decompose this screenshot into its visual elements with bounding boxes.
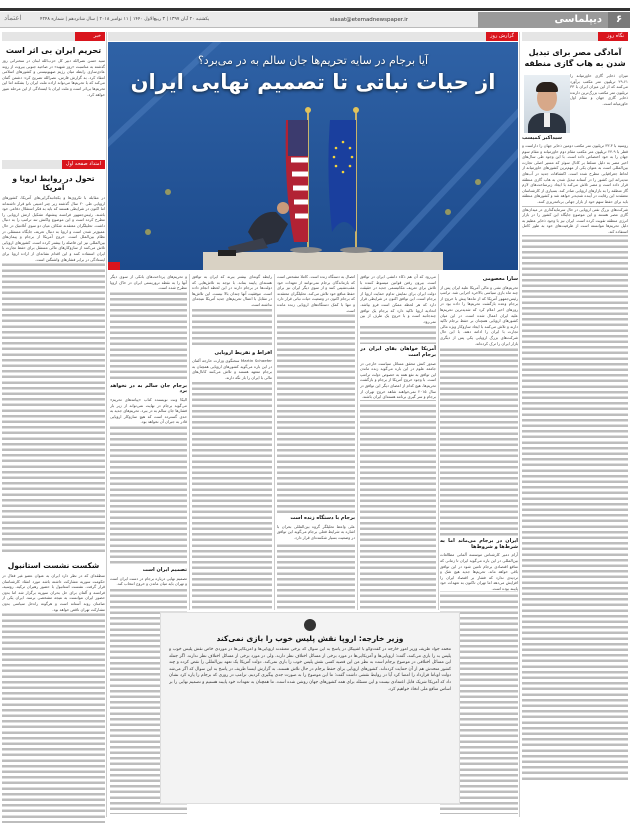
divider [189,274,190,610]
article-text: در مقابله با تکروی‌ها و یکجانبه‌گرایی‌های آمریکا، کشورهای اروپایی طی ۲۰ سال گذشته زیر چتر امنیتی ناتو قرار داشته‌اند اما اکنون در شرایطی هستند که باید به فکر استقلال دفاعی خود باشند. رئیس‌جمهور فرانسه پیشنهاد تشکیل ارتش اروپایی را مطرح کرده است و این موضوع واکنش تند ترامپ را به دنبال داشت. تحلیلگران معتقدند شکاف میان دو سوی آتلانتیک در حال عمیق‌تر شدن است و اروپا به دنبال تعریف جایگاه مستقلی در نظام بین‌الملل است. خروج آمریکا از برجام و پیمان‌های بین‌المللی نیز این فاصله را بیشتر کرده است. کشورهای اروپایی تلاش می‌کنند از سازوکارهای مالی مستقل برای حفظ تجارت با ایران استفاده کنند و این اقدام نشانه‌ای از اراده اروپا برای ایستادگی در برابر فشارهای واشنگتن است. [2,195,105,262]
article-column [192,274,272,610]
article-text: شرکت‌های بزرگ نفتی اروپایی در حال سرمایه‌گذاری در میدان‌های گازی مصر هستند و این موضوع جایگاه این کشور را در بازار انرژی منطقه تقویت کرده است. ایران نیز با وجود ذخایر عظیم به دلیل تحریم‌ها نتوانسته است از ظرفیت‌های خود به طور کامل استفاده کند. [522,206,628,234]
section-title: دیپلماسی [478,12,608,28]
sidebar-box [160,612,460,804]
top-rule [0,8,630,11]
subheading: برجام جان سالم به در نخواهد برد [110,381,187,397]
lead-photo [108,42,518,270]
divider [438,274,439,610]
article-text: Martin Schaefer سخنگوی وزارت خارجه آلمان در این باره می‌گوید کشورهای اروپایی همچنان به برجام متعهد هستند و تلاش می‌کنند کانال‌های مالی با ایران را باز نگه دارند. [192,358,272,380]
section-label: خبر [75,32,105,41]
main-headline: از حیات نباتی تا تصمیم نهایی ایران [130,70,496,94]
box-headline: وزیر خارجه: اروپا نقش پلیس خوب را بازی نمی‌کند [216,634,404,643]
section-label: امتداد صفحه اول [62,160,105,169]
author-photo [524,75,570,133]
article-column [277,274,355,610]
article-text: تحریم‌های نفتی و مالی آمریکا علیه ایران پس از چند ماه بازی سیاسی بالاخره اجرایی شد. ترامپ رئیس‌جمهور آمریکا که از ماه‌ها پیش با خروج از برجام وعده بازگشت تحریم‌ها را داده بود در روزهای اخیر اعلام کرد که شدیدترین تحریم‌ها علیه ایران اعمال شده است. در این میان کشورهای اروپایی همچنان بر حفظ برجام تاکید دارند و تلاش می‌کنند با ایجاد سازوکار ویژه مالی تجارت با ایران را ادامه دهند. با این حال شرکت‌های بزرگ اروپایی یکی پس از دیگری بازار ایران را ترک کرده‌اند. [440,284,518,346]
label-bar [522,32,628,41]
headline: آمادگی مصر برای تبدیل شدن به هاب گازی منطقه [524,48,626,68]
article-text: منطقه‌ای که در نظر دارد ایران به عنوان عضو غیر فعال در حکومت سوریه مشارکت داشته باشد مورد انتقاد کارشناسان قرار گرفت. نشست استانبول با حضور رهبران ترکیه، روسیه، فرانسه و آلمان برای حل بحران سوریه برگزار شد اما بدون حضور ایران نتوانست به نتیجه مشخصی برسد. ایران یکی از ضامنان روند آستانه است و هرگونه راه‌حل سیاسی بدون مشارکت تهران ناقص خواهد بود. [2,573,105,612]
right-column [522,32,628,817]
divider [519,32,520,817]
article-text: روسیه با ۳۳.۳ تریلیون متر مکعب دومین ذخایر جهان را داراست و قطر با ۲۴.۹ تریلیون متر مکعب مقام دوم خاورمیانه و مقام سوم جهان را به خود اختصاص داده است. با این وجود طی سال‌های اخیر مصر به دلیل تسلط بر کانال سوئز که مسیر اصلی تجارت بین‌المللی است به عنوان یکی از مهم‌ترین کشورهای خاورمیانه از لحاظ جغرافیایی مطرح شده است. اکتشافات جدید در آب‌های مدیترانه این کشور را در آستانه تبدیل شدن به هاب گازی منطقه قرار داده است و مصر تلاش می‌کند با ایجاد زیرساخت‌های لازم گاز منطقه را به بازارهای اروپایی صادر کند. بسیاری از کارشناسان معتقدند این رقابت در آینده شدیدتر خواهد شد و کشورهای منطقه باید برای حفظ سهم خود از بازار جهانی برنامه‌ریزی کنند. [522,143,628,204]
section-label: نگاه روز [598,32,628,41]
article-text: آرام دمیر کارشناس موسسه آلمانی مطالعات بین‌المللی در این باره می‌گوید ایران تا زمانی که منافع اقتصادی برجام تامین شود در این توافق باقی خواهد ماند. تحریم‌ها جدید هیچ شک و تردیدی ندارد که فشار بر اقتصاد ایران را افزایش می‌دهد اما تهران تاکنون به تعهدات خود پایبند بوده است. [440,552,518,591]
page-number: ۶ [608,12,630,28]
box-text: محمد جواد ظریف وزیر امور خارجه در گفت‌وگو با اشپیگل در پاسخ به این سوال که برخی معتقدند اروپایی‌ها و آمریکایی‌ها در موردی خاص نقش پلیس خوب و پلیس بد را بازی می‌کنند، گفت: اروپایی‌ها و آمریکایی‌ها در مورد برخی از مسائل اختلاف نظر دارند. ولی در مورد برخی از مسائل اختلاف نظر ندارند. اگر جمله این مسائل اختلافی در موضوع برجام است به نظر من این قضیه کسی نقش پلیس خوب را بازی نمی‌کند. دولت آمریکا یک تعهد بین‌المللی را نقض کرده و چند کشور متحدش هم از آن حمایت کرده‌اند. کشورهای اروپایی برای حفظ برجام در حال تلاش هستند. به گزارش ایسنا ظریف در پاسخ به این سوال که اگر می‌شد دولت اوباما قرارداد را امضا کرد آیا در روابط نقشی داشت گفت: ما این موضوع را به صورت جدی پیگیری کردیم. ترامپ در روزی که برجام را پاره کرد نشان داد که آمریکا شریک قابل اعتمادی نیست و این مسئله برای همه کشورهای جهان روشن شده است. ما همچنان به تعهدات خود پایبند هستیم و تصمیم نهایی را بر اساس منافع ملی اتخاذ خواهیم کرد. [169,647,451,692]
byline: سارا معصومی [440,274,518,285]
label-bar [2,160,105,169]
article-body [2,573,105,823]
article-text: اتصال به دستگاه زنده است. کاملا مشخص است که بازماندگان برجام نمی‌توانند از تعهدات خود عقب‌نشینی کنند و از سوی دیگر ایران نیز برای حفظ منافع خود تلاش می‌کند. تحلیلگران معتقدند که برجام اکنون در وضعیت حیات نباتی قرار دارد و تنها با کمک دستگاه‌های اروپایی زنده مانده است. [277,274,355,313]
left-column [2,32,105,817]
article-text: سید حسن نصرالله دبیر کل حزب‌الله لبنان در سخنرانی روز گذشته به مناسبت «روز شهید» در ضاحیه جنوبی بیروت از روند عادی‌سازی رابطه میان رژیم صهیونیستی و کشورهای اسلامی انتقاد کرد. به گزارش فارس، نصرالله تصریح کرد: دشمن گمان می‌کند که با تحریم‌ها می‌تواند اراده ملت ایران را بشکند اما این تحریم‌ها بی‌اثر است و ملت ایران با ایستادگی از این مرحله عبور خواهد کرد. [2,58,105,97]
article-text: می‌رود که آن هم ذکاء دانشی ایران در توافق است. بیرون رفتن قوانین میسوط کننده با تلاش برای تعریف مکانیسمی جدید در حقیقت دولت ایران برای نمایش تداوم حمایت اروپا از برجام است. این توافق اکنون در شرایطی قرار دارد که هر لحظه ممکن است فرو بپاشد. اتحادیه اروپا تاکید دارد که برجام یک توافق چندجانبه است و با خروج یک طرف از بین نمی‌رود. [360,274,436,324]
article-text: علی واعظ تحلیلگر گروه بین‌المللی بحران با اشاره به شرایط فعلی برجام می‌گوید این توافق در وضعیت بسیار شکننده‌ای قرار دارد. [277,523,355,540]
kicker: آیا برجام در سایه تحریم‌ها جان سالم به در می‌برد؟ [197,54,429,67]
quote-icon [304,619,316,631]
issue-date: یکشنبه ۲۰ آبان ۱۳۹۷ | ۳ ربیع‌الاول ۱۴۴۰ | ۱۱ نوامبر ۲۰۱۸ | سال شانزدهم | شماره ۴۲۴۸ [40,17,210,22]
subheading: آمریکا خواهان بقای ایران در برجام است [360,344,436,360]
article-body [522,143,628,783]
subheading: افراط و تفریط اروپایی [192,348,272,359]
subheading: برجام با دستگاه زنده است [277,513,355,524]
author-name: سیداکبر کمیسب [522,135,563,141]
logo: اعتماد [4,14,22,22]
subheading: تصمیم ایران است [110,565,187,576]
article-text: صدور کنش محقق مسائل سیاست خارجی در جامعه علوم در این باره می‌گوید زنده ماندن این توافق به نفع همه به خصوص دولت ترامپ است. با وجود خروج آمریکا از برجام و بازگشت تحریم‌ها، هیچ کدام از اعضای دیگر این توافق در سال ۲۰۱۵ نمی‌خواهند شاهد خروج تهران از برجام و سر گیری برنامه هسته‌ای ایران باشند. [360,360,436,400]
divider [106,32,107,817]
article-text: تصمیم نهایی درباره برجام در دست ایران است و تهران باید میان ماندن و خروج انتخاب کند. [110,575,187,587]
divider [357,274,358,610]
article-body [2,195,105,555]
article-column [360,274,436,610]
section-label: گزارش روز [486,32,518,41]
article-text: رابطه گونه‌ای بیشتر ببرند که ایران به توافق هسته‌ای پایبند بماند. با توجه به تلاش‌هایی که دولت‌ها در برجام دارند در این لحظه انجام داده است. موفقیت آنها چندان بالا نیست. این تلاش‌ها در مقابل با اعمال تحریم‌های جدید آمریکا نتیجه‌ای نداشته است. [192,274,272,307]
article-text: و تحریم‌های پرداخت‌های بانکی از سوی دیگر آنها را به نقطه تروریستی ایران در خاک اروپا مطرح شده است. [110,274,187,291]
subheading: ایران در برجام می‌ماند اما به شرط‌ها و شروط‌ها [440,536,518,552]
email-link[interactable]: siasat@etemadnewspaper.ir [330,17,409,23]
headline: شکست نشست استانبول [7,561,100,570]
article-text: الیکا ونت نویسنده کتاب «پیامدهای تحریم» می‌گوید برجام در نهایت نمی‌تواند از زیر بار فشارها جان سالم به در ببرد. تحریم‌های جدید به حدی گسترده است که هیچ سازوکار اروپایی قادر به جبران آن نخواهد بود. [110,396,187,425]
headline: تحول در روابط اروپا و آمریکا [12,174,95,192]
headline: تحریم ایران بی اثر است [5,46,102,55]
article-text: میزان ذخایر گازی خاورمیانه را ۲۹.۶۱ تریلیون متر مکعب برآورد می‌کنند که از این میزان ایران با ۳۳ تریلیون متر مکعب بزرگ‌ترین دارنده ذخایر گازی جهان و مقام اول خاورمیانه است. [570,73,628,106]
divider [274,274,275,610]
label-bar [108,32,518,41]
label-bar [2,32,105,41]
